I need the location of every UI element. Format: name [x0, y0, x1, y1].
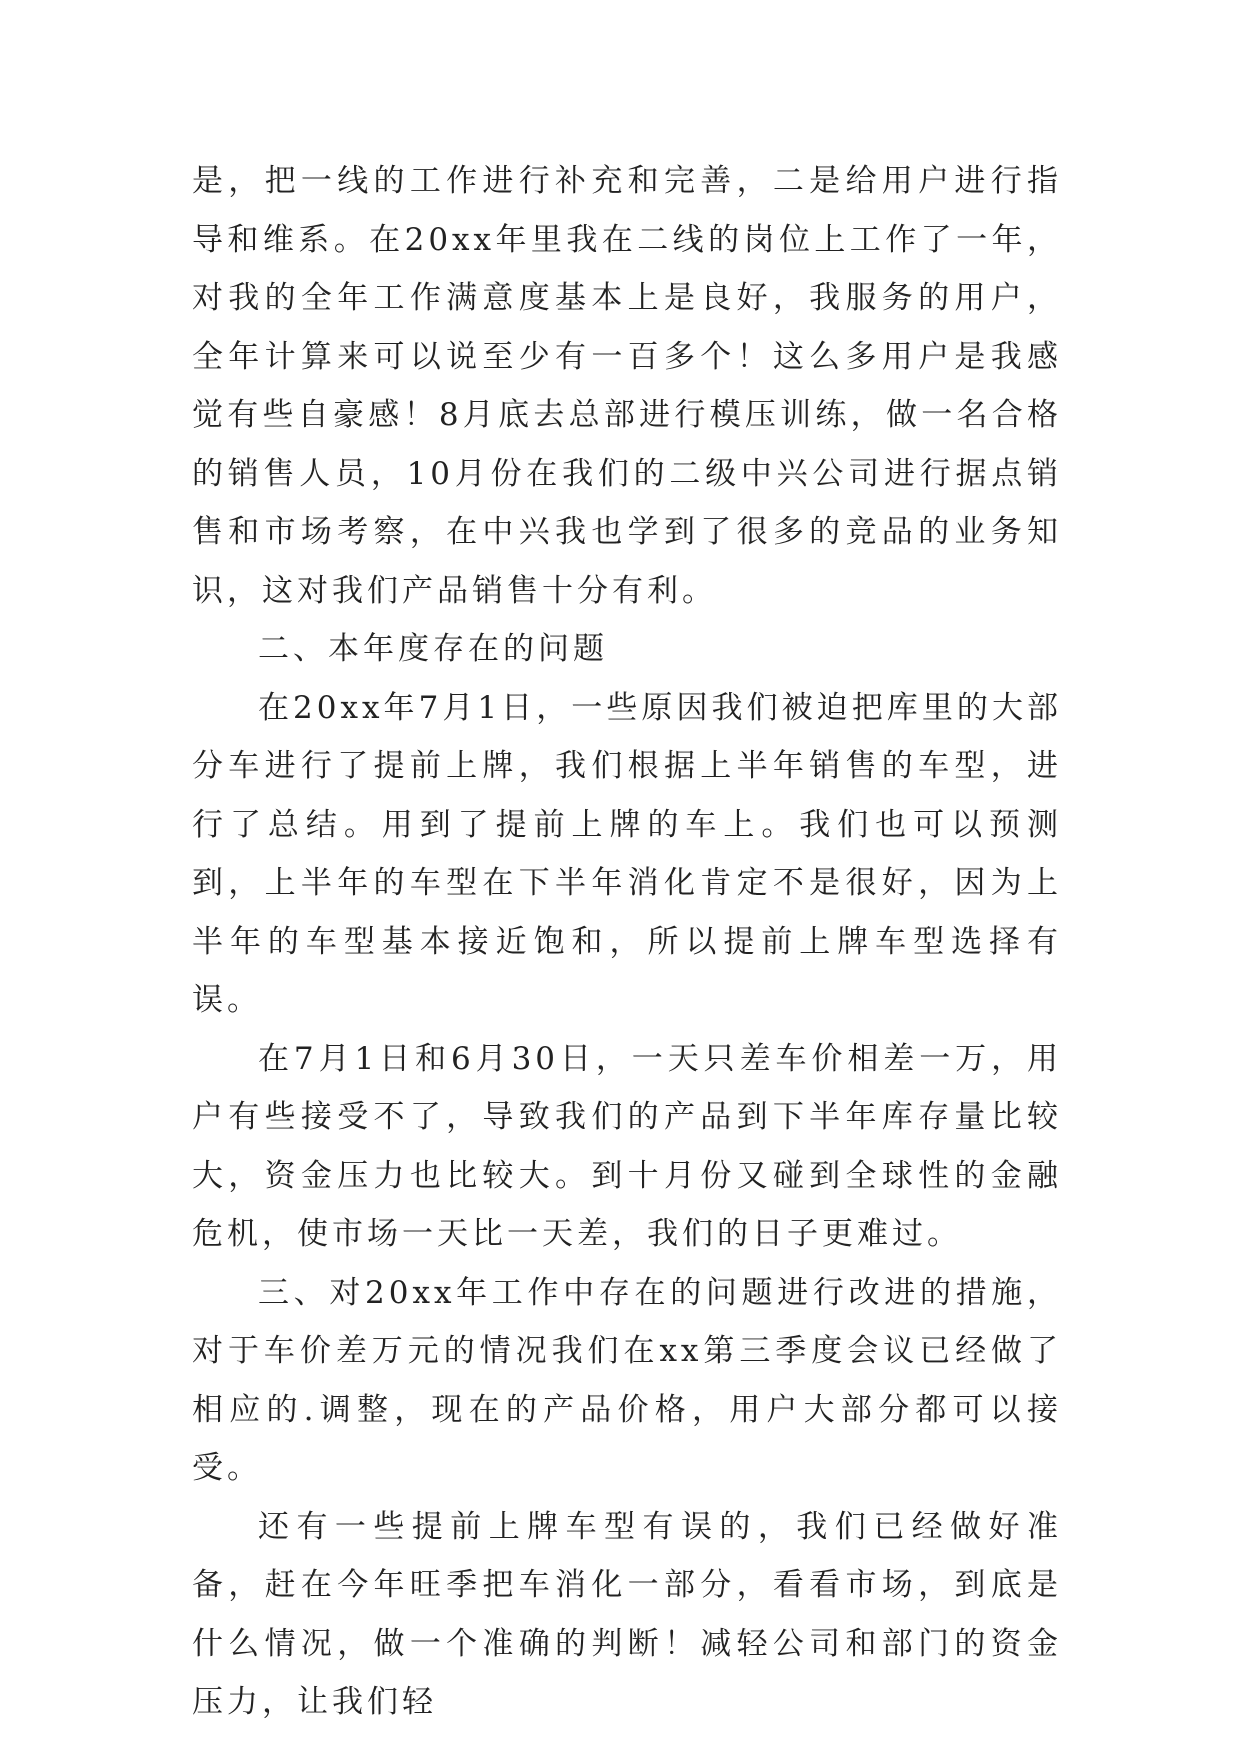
paragraph-3: 在20xx年7月1日，一些原因我们被迫把库里的大部分车进行了提前上牌，我们根据上半年销售的车型，进行了总结。用到了提前上牌的车上。我们也可以预测到，上半年的车型在下半年消化肯定不是很好，因为上半年的车型基本接近饱和，所以提前上牌车型选择有误。 [192, 689, 1062, 1018]
section-heading-3-paragraph: 三、对20xx年工作中存在的问题进行改进的措施，对于车价差万元的情况我们在xx第三季度会议已经做了相应的.调整，现在的产品价格，用户大部分都可以接受。 [192, 1274, 1062, 1486]
paragraph-1: 是，把一线的工作进行补充和完善，二是给用户进行指导和维系。在20xx年里我在二线的岗位上工作了一年，对我的全年工作满意度基本上是良好，我服务的用户，全年计算来可以说至少有一百多个！这么多用户是我感觉有些自豪感！8月底去总部进行模压训练，做一名合格的销售人员，10月份在我们的二级中兴公司进行据点销售和市场考察，在中兴我也学到了很多的竞品的业务知识，这对我们产品销售十分有利。 [192, 163, 1062, 609]
paragraph-6: 还有一些提前上牌车型有误的，我们已经做好准备，赶在今年旺季把车消化一部分，看看市场，到底是什么情况，做一个准确的判断！减轻公司和部门的资金压力，让我们轻 [192, 1508, 1062, 1720]
document-body [192, 152, 1062, 1732]
paragraph-4: 在7月1日和6月30日，一天只差车价相差一万，用户有些接受不了，导致我们的产品到下半年库存量比较大，资金压力也比较大。到十月份又碰到全球性的金融危机，使市场一天比一天差，我们的日子更难过。 [192, 1040, 1062, 1252]
section-heading-2: 二、本年度存在的问题 [258, 631, 608, 667]
